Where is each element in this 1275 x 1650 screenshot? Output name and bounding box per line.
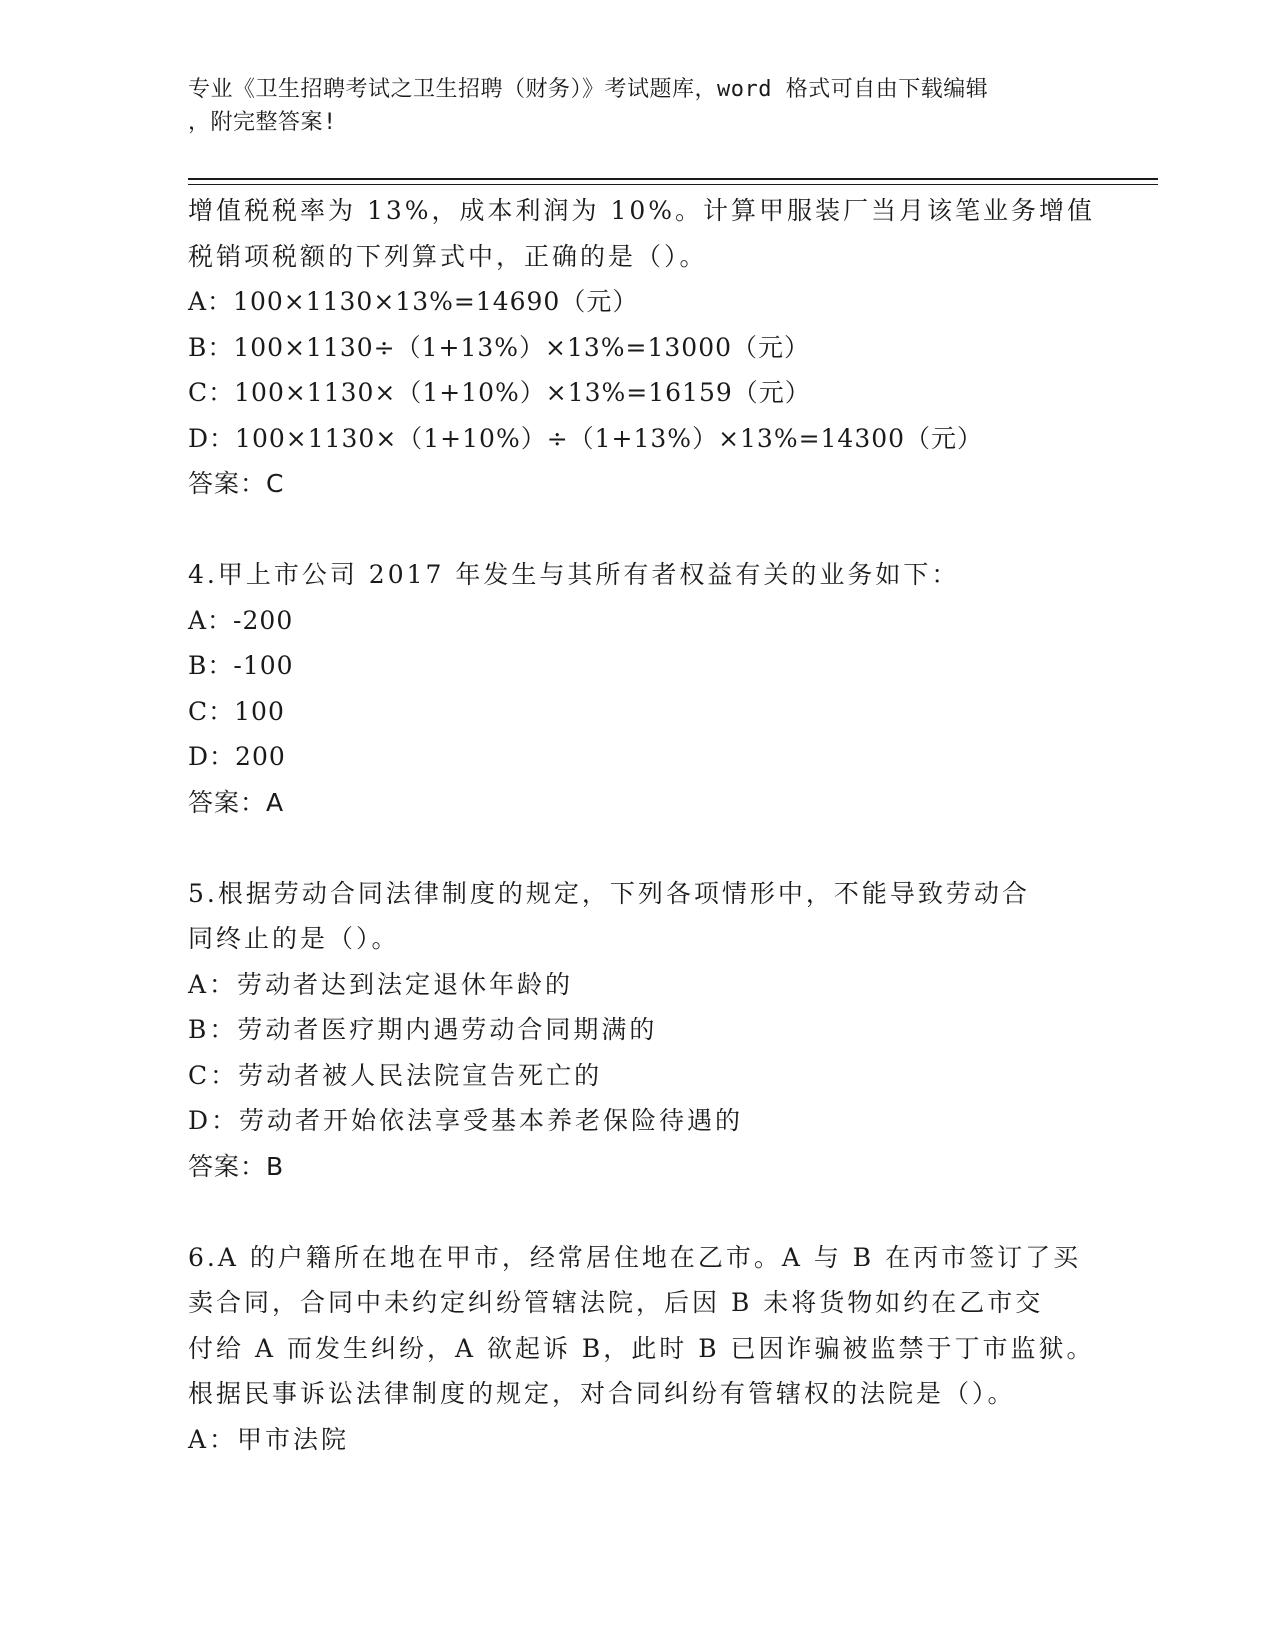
question-text-line: 卖合同，合同中未约定纠纷管辖法院，后因 B 未将货物如约在乙市交 xyxy=(188,1288,1044,1317)
question-3-continued xyxy=(188,188,1096,507)
option-c: C：劳动者被人民法院宣告死亡的 xyxy=(188,1060,603,1090)
question-4 xyxy=(188,552,1088,825)
document-header xyxy=(188,73,1088,139)
option-a: A：劳动者达到法定退休年龄的 xyxy=(188,969,574,999)
option-a: A：甲市法院 xyxy=(188,1424,350,1454)
spacer xyxy=(188,507,1088,553)
option-b: B：-100 xyxy=(188,651,294,680)
answer-line: 答案：C xyxy=(188,469,285,498)
header-line-1: 专业《卫生招聘考试之卫生招聘（财务）》考试题库，word 格式可自由下载编辑 xyxy=(188,77,989,102)
question-text-line: 4.甲上市公司 2017 年发生与其所有者权益有关的业务如下： xyxy=(188,560,960,589)
option-a: A：100×1130×13%=14690（元） xyxy=(188,287,639,316)
option-b: B：劳动者医疗期内遇劳动合同期满的 xyxy=(188,1015,658,1044)
question-text-line: 付给 A 而发生纠纷，A 欲起诉 B，此时 B 已因诈骗被监禁于丁市监狱。 xyxy=(188,1333,1095,1363)
spacer xyxy=(188,825,1088,871)
spacer xyxy=(188,1189,1088,1235)
question-text-line: 6.A 的户籍所在地在甲市，经常居住地在乙市。A 与 B 在丙市签订了买 xyxy=(188,1242,1082,1272)
answer-line: 答案：A xyxy=(188,787,285,817)
question-text-line: 税销项税额的下列算式中，正确的是（）。 xyxy=(188,241,708,271)
question-5 xyxy=(188,871,1088,1190)
header-divider-thick xyxy=(188,178,1158,180)
option-c: C：100 xyxy=(188,696,285,726)
question-text-line: 根据民事诉讼法律制度的规定，对合同纠纷有管辖权的法院是（）。 xyxy=(188,1379,1016,1408)
header-line-2: ，附完整答案! xyxy=(188,110,337,135)
answer-line: 答案：B xyxy=(188,1151,285,1181)
question-list xyxy=(188,188,1096,1462)
header-divider-thin xyxy=(188,184,1158,185)
option-b: B：100×1130÷（1+13%）×13%=13000（元） xyxy=(188,332,811,362)
question-text-line: 同终止的是（）。 xyxy=(188,924,400,953)
question-text-line: 5.根据劳动合同法律制度的规定，下列各项情形中，不能导致劳动合 xyxy=(188,878,1030,908)
option-d: D：200 xyxy=(188,742,286,771)
question-text-line: 增值税税率为 13%，成本利润为 10%。计算甲服装厂当月该笔业务增值 xyxy=(188,196,1096,225)
option-c: C：100×1130×（1+10%）×13%=16159（元） xyxy=(188,378,811,407)
option-d: D：100×1130×（1+10%）÷（1+13%）×13%=14300（元） xyxy=(188,423,984,453)
option-a: A：-200 xyxy=(188,605,294,635)
option-d: D：劳动者开始依法享受基本养老保险待遇的 xyxy=(188,1106,744,1135)
question-6 xyxy=(188,1235,1095,1463)
